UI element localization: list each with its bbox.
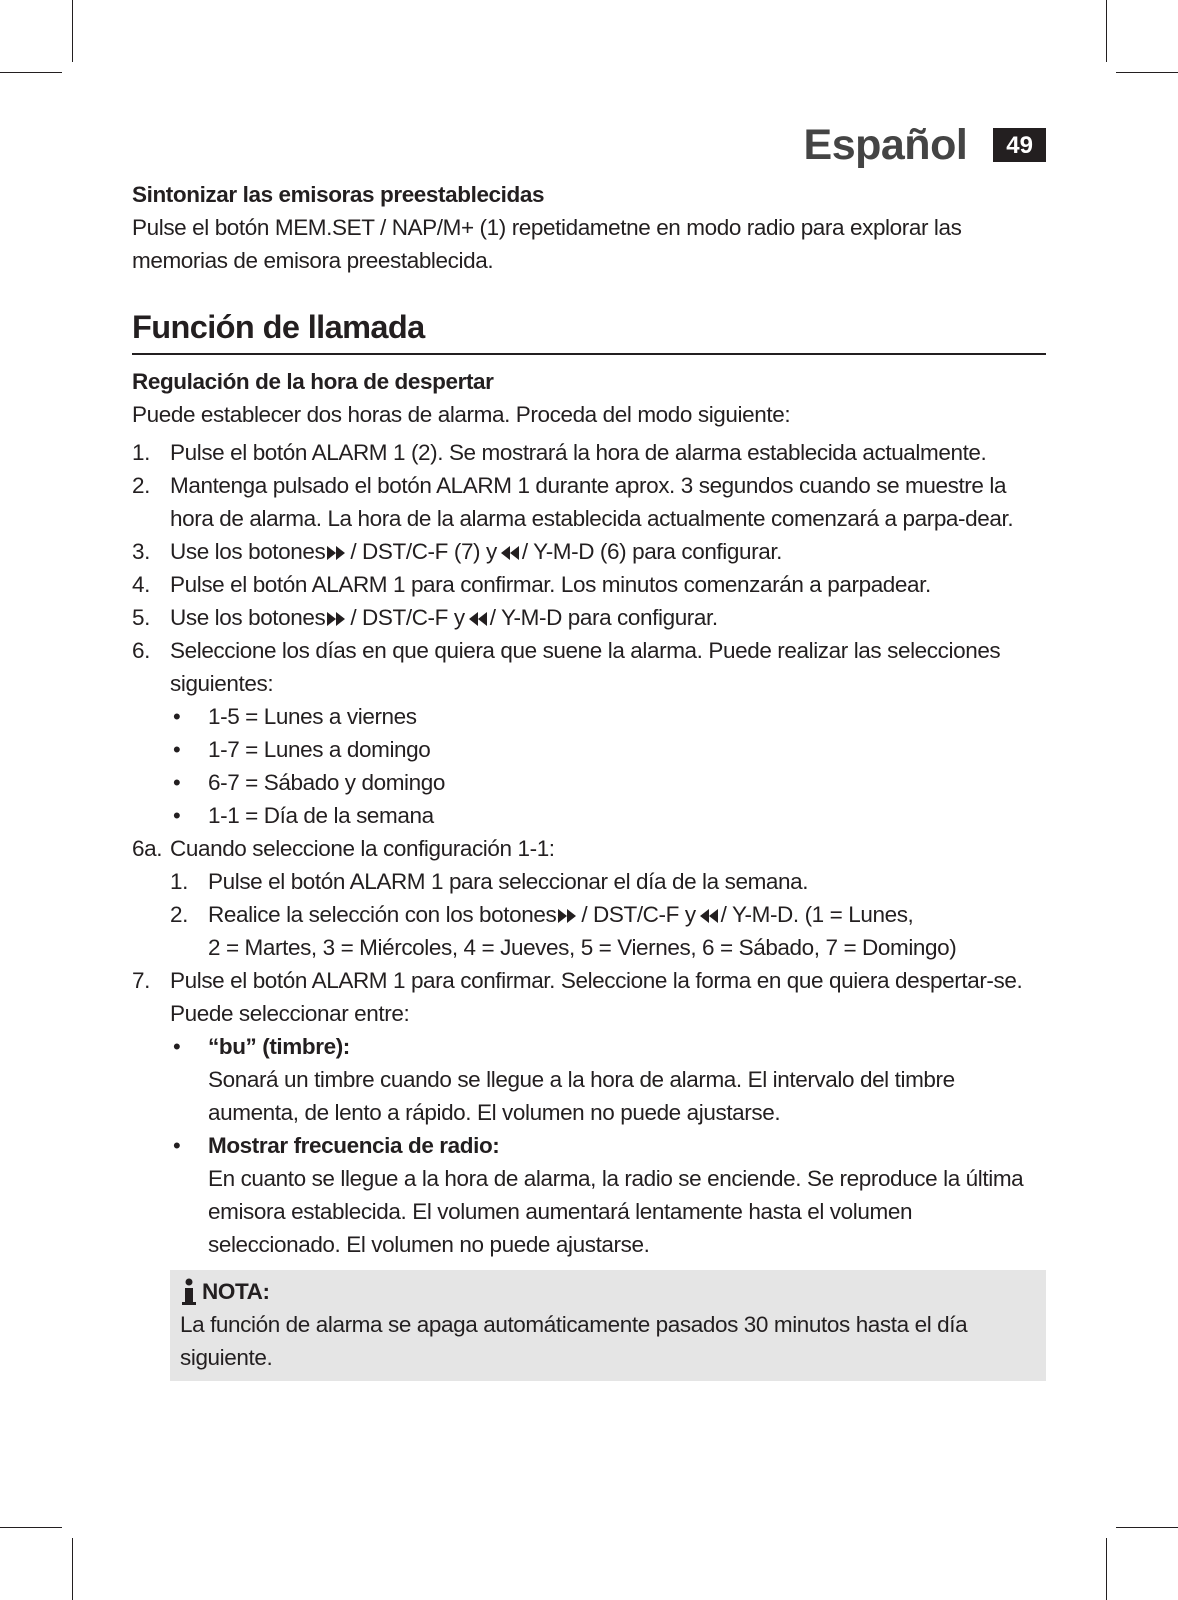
- step-text: / DST/C-F y: [581, 902, 696, 927]
- bullet: •: [173, 704, 181, 729]
- step-text: Use los botones: [170, 605, 326, 630]
- alarm-intro: Puede establecer dos horas de alarma. Proceda del modo siguiente:: [132, 402, 791, 427]
- preset-text: Pulse el botón MEM.SET / NAP/M+ (1) repetidametne en modo radio para explorar las memorias de emisora preestablecida.: [132, 215, 962, 273]
- note-box: [170, 1270, 1046, 1381]
- crop-mark: [72, 1538, 73, 1600]
- list-item: [170, 1030, 1046, 1129]
- list-item: [132, 436, 1046, 469]
- step-text: Seleccione los días en que quiera que suene la alarma. Puede realizar las selecciones siguientes:: [170, 638, 1001, 696]
- fast-forward-icon: [326, 611, 348, 627]
- option-text: Sonará un timbre cuando se llegue a la hora de alarma. El intervalo del timbre aumenta, de lento a rápido. El volumen no puede ajustarse.: [208, 1067, 955, 1125]
- step-number: 5.: [132, 605, 150, 630]
- step-number: 6.: [132, 638, 150, 663]
- option-text: 1-5 = Lunes a viernes: [208, 704, 417, 729]
- step-text: Pulse el botón ALARM 1 para confirmar. Los minutos comenzarán a parpadear.: [170, 572, 931, 597]
- preset-heading: Sintonizar las emisoras preestablecidas: [132, 182, 545, 207]
- fast-forward-icon: [326, 545, 348, 561]
- list-item: [170, 766, 1046, 799]
- step-text: 2 = Martes, 3 = Miércoles, 4 = Jueves, 5 = Viernes, 6 = Sábado, 7 = Domingo): [208, 935, 957, 960]
- list-item: [132, 535, 1046, 568]
- page-content: [132, 178, 1046, 1381]
- list-item: [170, 799, 1046, 832]
- step-text: Pulse el botón ALARM 1 para seleccionar el día de la semana.: [208, 869, 809, 894]
- note-header: [180, 1275, 1036, 1308]
- step-number: 1.: [132, 440, 150, 465]
- option-title: Mostrar frecuencia de radio:: [208, 1133, 500, 1158]
- option-title: “bu” (timbre):: [208, 1034, 350, 1059]
- list-item: [170, 733, 1046, 766]
- option-text: En cuanto se llegue a la hora de alarma, la radio se enciende. Se reproduce la última emisora establecida. El volumen aumentará lentamente hasta el volumen seleccionado. El volumen no puede ajustarse.: [208, 1166, 1024, 1257]
- page-header: [804, 118, 1046, 167]
- list-item: [170, 700, 1046, 733]
- crop-mark: [1106, 1538, 1107, 1600]
- list-item: [132, 964, 1046, 1261]
- option-text: 1-1 = Día de la semana: [208, 803, 434, 828]
- list-item: [132, 634, 1046, 832]
- list-item: [170, 898, 1046, 964]
- day-options: [170, 700, 1046, 832]
- step-number: 6a.: [132, 836, 163, 861]
- step-number: 2.: [132, 473, 150, 498]
- bullet: •: [173, 770, 181, 795]
- step-text: / DST/C-F y: [350, 605, 465, 630]
- step-number: 3.: [132, 539, 150, 564]
- note-title: NOTA:: [202, 1279, 270, 1304]
- list-item: [170, 865, 1046, 898]
- section-title: Función de llamada: [132, 307, 1046, 355]
- bullet: •: [173, 737, 181, 762]
- info-icon: [180, 1278, 198, 1306]
- crop-mark: [1116, 72, 1178, 73]
- step-text: / Y-M-D. (1 = Lunes,: [720, 902, 914, 927]
- alarm-steps: [132, 436, 1046, 1261]
- sub-steps: [170, 865, 1046, 964]
- step-number: 1.: [170, 869, 188, 894]
- step-number: 4.: [132, 572, 150, 597]
- step-text: / DST/C-F (7) y: [350, 539, 497, 564]
- crop-mark: [0, 1527, 62, 1528]
- step-text: Cuando seleccione la configuración 1-1:: [170, 836, 555, 861]
- alarm-sub-heading: Regulación de la hora de despertar: [132, 369, 494, 394]
- list-item: [132, 568, 1046, 601]
- wake-options: [170, 1030, 1046, 1261]
- language-title: Español: [803, 121, 968, 169]
- step-text: Mantenga pulsado el botón ALARM 1 durante aprox. 3 segundos cuando se muestre la hora de alarma. La hora de la alarma establecida actualmente comenzará a parpa-dear.: [170, 473, 1014, 531]
- step-text: / Y-M-D (6) para configurar.: [521, 539, 783, 564]
- page-number: 49: [993, 128, 1046, 162]
- crop-mark: [1116, 1527, 1178, 1528]
- rewind-icon: [697, 908, 719, 924]
- bullet: •: [173, 1034, 181, 1059]
- step-text: Pulse el botón ALARM 1 (2). Se mostrará la hora de alarma establecida actualmente.: [170, 440, 987, 465]
- step-number: 7.: [132, 968, 150, 993]
- option-text: 6-7 = Sábado y domingo: [208, 770, 445, 795]
- list-item: [132, 469, 1046, 535]
- bullet: •: [173, 1133, 181, 1158]
- crop-mark: [72, 0, 73, 62]
- bullet: •: [173, 803, 181, 828]
- fast-forward-icon: [557, 908, 579, 924]
- crop-mark: [0, 72, 62, 73]
- list-item: [132, 601, 1046, 634]
- crop-mark: [1106, 0, 1107, 62]
- rewind-icon: [498, 545, 520, 561]
- option-text: 1-7 = Lunes a domingo: [208, 737, 431, 762]
- step-number: 2.: [170, 902, 188, 927]
- step-text: Pulse el botón ALARM 1 para confirmar. Seleccione la forma en que quiera despertar-se. Puede seleccionar entre:: [170, 968, 1023, 1026]
- list-item: [170, 1129, 1046, 1261]
- step-text: / Y-M-D para configurar.: [489, 605, 718, 630]
- step-text: Use los botones: [170, 539, 326, 564]
- rewind-icon: [466, 611, 488, 627]
- note-text: La función de alarma se apaga automáticamente pasados 30 minutos hasta el día siguiente.: [180, 1312, 968, 1370]
- step-text: Realice la selección con los botones: [208, 902, 557, 927]
- list-item: [132, 832, 1046, 964]
